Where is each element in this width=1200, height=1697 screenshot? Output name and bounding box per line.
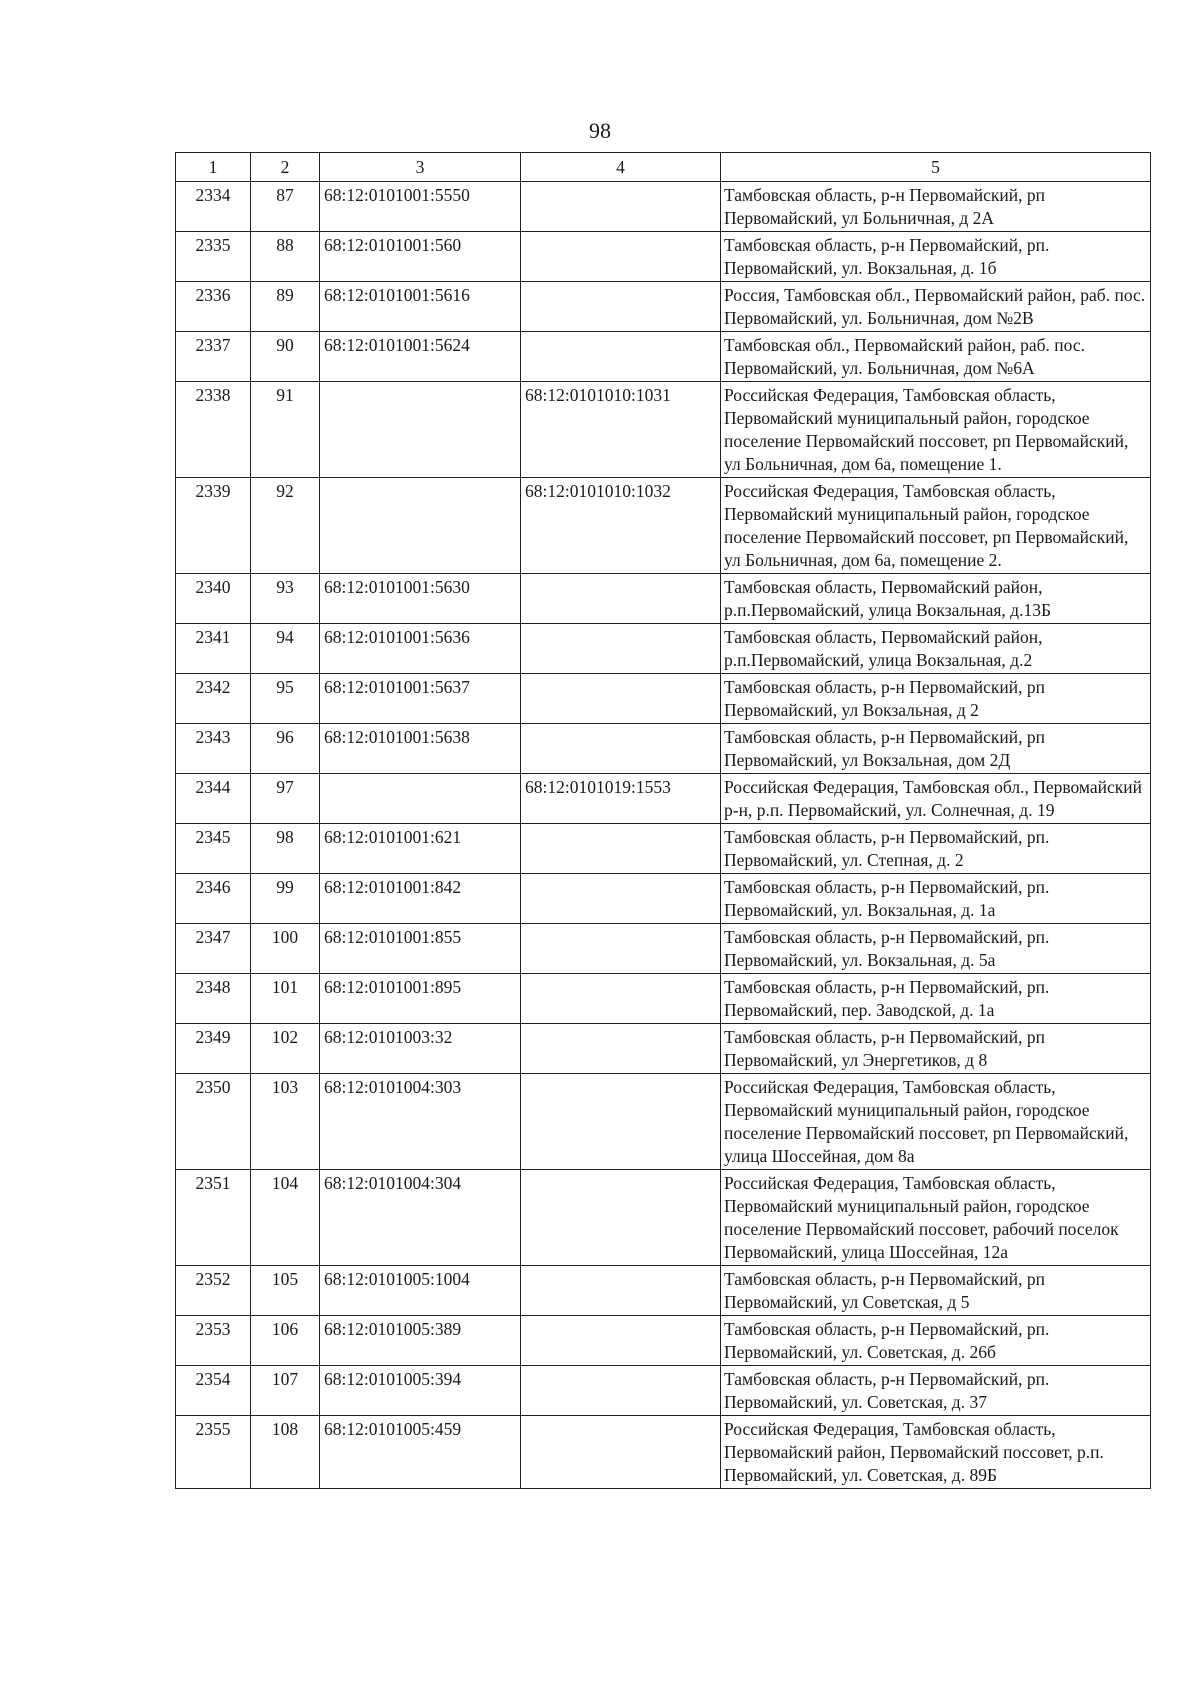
- table-row: [176, 282, 1151, 332]
- table-row: [176, 774, 1151, 824]
- column-header-3: 3: [320, 153, 521, 182]
- item-index-cell: 99: [251, 874, 320, 924]
- item-index-cell: 92: [251, 478, 320, 574]
- item-index-cell: 101: [251, 974, 320, 1024]
- table-row: [176, 874, 1151, 924]
- column-header-1: 1: [176, 153, 251, 182]
- table-row: [176, 1170, 1151, 1266]
- row-number-cell: 2347: [176, 924, 251, 974]
- row-number-cell: 2338: [176, 382, 251, 478]
- row-number-cell: 2349: [176, 1024, 251, 1074]
- address-cell: Российская Федерация, Тамбовская область, Первомайский муниципальный район, городское поселение Первомайский поссовет, рабочий поселок Первомайский, улица Шоссейная, 12а: [721, 1170, 1151, 1266]
- address-cell: Тамбовская область, р-н Первомайский, рп. Первомайский, ул. Вокзальная, д. 5а: [721, 924, 1151, 974]
- table-row: [176, 1316, 1151, 1366]
- item-index-cell: 91: [251, 382, 320, 478]
- row-number-cell: 2335: [176, 232, 251, 282]
- table-row: [176, 1266, 1151, 1316]
- cadastral-number-cell: 68:12:0101001:5638: [320, 724, 521, 774]
- row-number-cell: 2354: [176, 1366, 251, 1416]
- cadastral-number-cell: 68:12:0101001:621: [320, 824, 521, 874]
- table-row: [176, 382, 1151, 478]
- item-index-cell: 103: [251, 1074, 320, 1170]
- address-cell: Тамбовская область, р-н Первомайский, рп Первомайский, ул Вокзальная, д 2: [721, 674, 1151, 724]
- table-row: [176, 232, 1151, 282]
- table-row: [176, 1416, 1151, 1489]
- cadastral-number-cell: 68:12:0101001:5616: [320, 282, 521, 332]
- address-cell: Российская Федерация, Тамбовская область, Первомайский муниципальный район, городское поселение Первомайский поссовет, рп Первомайский, ул Больничная, дом 6а, помещение 1.: [721, 382, 1151, 478]
- premises-cadastral-number-cell: [521, 332, 721, 382]
- address-cell: Тамбовская область, р-н Первомайский, рп Первомайский, ул Энергетиков, д 8: [721, 1024, 1151, 1074]
- address-cell: Тамбовская область, р-н Первомайский, рп. Первомайский, ул. Вокзальная, д. 1а: [721, 874, 1151, 924]
- table-row: [176, 1074, 1151, 1170]
- item-index-cell: 107: [251, 1366, 320, 1416]
- premises-cadastral-number-cell: [521, 282, 721, 332]
- row-number-cell: 2337: [176, 332, 251, 382]
- premises-cadastral-number-cell: [521, 574, 721, 624]
- cadastral-number-cell: 68:12:0101005:394: [320, 1366, 521, 1416]
- table-row: [176, 924, 1151, 974]
- cadastral-number-cell: 68:12:0101005:1004: [320, 1266, 521, 1316]
- row-number-cell: 2352: [176, 1266, 251, 1316]
- item-index-cell: 94: [251, 624, 320, 674]
- address-cell: Тамбовская область, р-н Первомайский, рп. Первомайский, ул. Степная, д. 2: [721, 824, 1151, 874]
- item-index-cell: 88: [251, 232, 320, 282]
- premises-cadastral-number-cell: [521, 1416, 721, 1489]
- page-number: 98: [589, 118, 611, 143]
- row-number-cell: 2344: [176, 774, 251, 824]
- cadastral-number-cell: 68:12:0101001:560: [320, 232, 521, 282]
- item-index-cell: 93: [251, 574, 320, 624]
- cadastral-number-cell: 68:12:0101003:32: [320, 1024, 521, 1074]
- cadastral-number-cell: 68:12:0101001:855: [320, 924, 521, 974]
- row-number-cell: 2353: [176, 1316, 251, 1366]
- item-index-cell: 90: [251, 332, 320, 382]
- premises-cadastral-number-cell: [521, 232, 721, 282]
- address-cell: Российская Федерация, Тамбовская область, Первомайский муниципальный район, городское поселение Первомайский поссовет, рп Первомайский, улица Шоссейная, дом 8а: [721, 1074, 1151, 1170]
- item-index-cell: 95: [251, 674, 320, 724]
- address-cell: Российская Федерация, Тамбовская обл., Первомайский р-н, р.п. Первомайский, ул. Солнечная, д. 19: [721, 774, 1151, 824]
- cadastral-number-cell: 68:12:0101001:5550: [320, 182, 521, 232]
- cadastral-number-cell: 68:12:0101005:459: [320, 1416, 521, 1489]
- row-number-cell: 2341: [176, 624, 251, 674]
- address-cell: Тамбовская область, р-н Первомайский, рп Первомайский, ул Больничная, д 2А: [721, 182, 1151, 232]
- item-index-cell: 98: [251, 824, 320, 874]
- row-number-cell: 2336: [176, 282, 251, 332]
- cadastral-number-cell: 68:12:0101001:842: [320, 874, 521, 924]
- row-number-cell: 2351: [176, 1170, 251, 1266]
- address-cell: Тамбовская область, р-н Первомайский, рп. Первомайский, ул. Советская, д. 37: [721, 1366, 1151, 1416]
- item-index-cell: 100: [251, 924, 320, 974]
- premises-cadastral-number-cell: [521, 974, 721, 1024]
- row-number-cell: 2355: [176, 1416, 251, 1489]
- premises-cadastral-number-cell: [521, 1316, 721, 1366]
- premises-cadastral-number-cell: [521, 924, 721, 974]
- cadastral-number-cell: [320, 382, 521, 478]
- address-cell: Тамбовская область, р-н Первомайский, рп Первомайский, ул Вокзальная, дом 2Д: [721, 724, 1151, 774]
- address-cell: Тамбовская область, Первомайский район, р.п.Первомайский, улица Вокзальная, д.2: [721, 624, 1151, 674]
- table-row: [176, 824, 1151, 874]
- table-row: [176, 182, 1151, 232]
- premises-cadastral-number-cell: 68:12:0101010:1032: [521, 478, 721, 574]
- registry-table: [175, 152, 1151, 1489]
- address-cell: Тамбовская область, р-н Первомайский, рп. Первомайский, ул. Вокзальная, д. 1б: [721, 232, 1151, 282]
- table-row: [176, 974, 1151, 1024]
- premises-cadastral-number-cell: [521, 824, 721, 874]
- premises-cadastral-number-cell: [521, 874, 721, 924]
- table-row: [176, 1366, 1151, 1416]
- row-number-cell: 2339: [176, 478, 251, 574]
- cadastral-number-cell: 68:12:0101005:389: [320, 1316, 521, 1366]
- row-number-cell: 2334: [176, 182, 251, 232]
- row-number-cell: 2348: [176, 974, 251, 1024]
- premises-cadastral-number-cell: [521, 1366, 721, 1416]
- address-cell: Тамбовская область, р-н Первомайский, рп. Первомайский, ул. Советская, д. 26б: [721, 1316, 1151, 1366]
- row-number-cell: 2345: [176, 824, 251, 874]
- item-index-cell: 87: [251, 182, 320, 232]
- premises-cadastral-number-cell: [521, 1024, 721, 1074]
- cadastral-number-cell: [320, 478, 521, 574]
- cadastral-number-cell: 68:12:0101001:5637: [320, 674, 521, 724]
- item-index-cell: 108: [251, 1416, 320, 1489]
- table-row: [176, 674, 1151, 724]
- premises-cadastral-number-cell: 68:12:0101019:1553: [521, 774, 721, 824]
- item-index-cell: 104: [251, 1170, 320, 1266]
- column-header-5: 5: [721, 153, 1151, 182]
- row-number-cell: 2342: [176, 674, 251, 724]
- address-cell: Россия, Тамбовская обл., Первомайский район, раб. пос. Первомайский, ул. Больничная, дом №2В: [721, 282, 1151, 332]
- table-row: [176, 478, 1151, 574]
- column-header-2: 2: [251, 153, 320, 182]
- table-body: [176, 182, 1151, 1489]
- premises-cadastral-number-cell: [521, 182, 721, 232]
- item-index-cell: 102: [251, 1024, 320, 1074]
- table-row: [176, 332, 1151, 382]
- row-number-cell: 2346: [176, 874, 251, 924]
- cadastral-number-cell: 68:12:0101001:5624: [320, 332, 521, 382]
- row-number-cell: 2343: [176, 724, 251, 774]
- cadastral-number-cell: 68:12:0101001:5636: [320, 624, 521, 674]
- premises-cadastral-number-cell: [521, 1266, 721, 1316]
- item-index-cell: 106: [251, 1316, 320, 1366]
- address-cell: Тамбовская область, р-н Первомайский, рп Первомайский, ул Советская, д 5: [721, 1266, 1151, 1316]
- address-cell: Тамбовская область, Первомайский район, р.п.Первомайский, улица Вокзальная, д.13Б: [721, 574, 1151, 624]
- table-row: [176, 1024, 1151, 1074]
- item-index-cell: 96: [251, 724, 320, 774]
- cadastral-number-cell: [320, 774, 521, 824]
- item-index-cell: 105: [251, 1266, 320, 1316]
- item-index-cell: 89: [251, 282, 320, 332]
- row-number-cell: 2350: [176, 1074, 251, 1170]
- premises-cadastral-number-cell: [521, 724, 721, 774]
- premises-cadastral-number-cell: [521, 624, 721, 674]
- address-cell: Тамбовская область, р-н Первомайский, рп. Первомайский, пер. Заводской, д. 1а: [721, 974, 1151, 1024]
- table-row: [176, 724, 1151, 774]
- table-row: [176, 624, 1151, 674]
- table-row: [176, 574, 1151, 624]
- row-number-cell: 2340: [176, 574, 251, 624]
- premises-cadastral-number-cell: [521, 1170, 721, 1266]
- header-row: [176, 153, 1151, 182]
- cadastral-number-cell: 68:12:0101004:304: [320, 1170, 521, 1266]
- premises-cadastral-number-cell: 68:12:0101010:1031: [521, 382, 721, 478]
- premises-cadastral-number-cell: [521, 1074, 721, 1170]
- address-cell: Российская Федерация, Тамбовская область, Первомайский муниципальный район, городское поселение Первомайский поссовет, рп Первомайский, ул Больничная, дом 6а, помещение 2.: [721, 478, 1151, 574]
- item-index-cell: 97: [251, 774, 320, 824]
- address-cell: Тамбовская обл., Первомайский район, раб. пос. Первомайский, ул. Больничная, дом №6А: [721, 332, 1151, 382]
- cadastral-number-cell: 68:12:0101001:5630: [320, 574, 521, 624]
- cadastral-number-cell: 68:12:0101001:895: [320, 974, 521, 1024]
- premises-cadastral-number-cell: [521, 674, 721, 724]
- address-cell: Российская Федерация, Тамбовская область, Первомайский район, Первомайский поссовет, р.п. Первомайский, ул. Советская, д. 89Б: [721, 1416, 1151, 1489]
- cadastral-number-cell: 68:12:0101004:303: [320, 1074, 521, 1170]
- column-header-4: 4: [521, 153, 721, 182]
